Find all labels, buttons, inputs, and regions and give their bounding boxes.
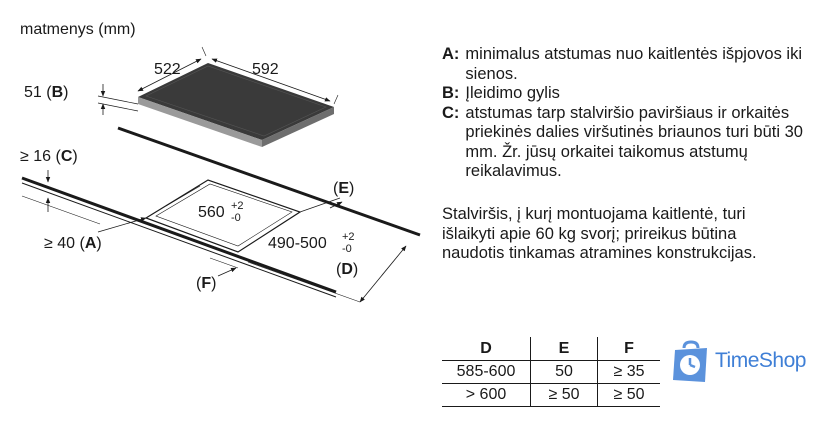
svg-text:(F): (F) [196, 275, 217, 292]
cell-f: ≥ 35 [598, 361, 661, 384]
dim-40: ≥ 40 [44, 235, 76, 252]
label-d: D [341, 261, 353, 278]
svg-text:≥ 16 (C): ≥ 16 (C) [20, 148, 78, 165]
table-row [442, 361, 660, 384]
cutout-width: 560 [198, 204, 225, 221]
dim-line-d [360, 246, 406, 302]
legend-item-a: A: minimalus atstumas nuo kaitlentės išpjovos iki sienos. [442, 45, 802, 83]
cutout-width-tol-plus: +2 [231, 200, 244, 212]
dim-592: 592 [252, 61, 279, 78]
units-label: matmenys (mm) [20, 21, 136, 38]
table-row [442, 384, 660, 407]
cell-e: ≥ 50 [531, 384, 598, 407]
label-b: B [51, 84, 64, 101]
svg-text:≥ 40 (A): ≥ 40 (A) [44, 235, 102, 252]
dim-51: 51 [24, 84, 42, 101]
header-d: D [442, 337, 531, 361]
cell-d: > 600 [442, 384, 531, 407]
watermark [665, 340, 840, 390]
load-note: Stalviršis, į kurį montuojama kaitlentė, turi išlaikyti apie 60 kg svorį; prireikus būtina naudotis tinkamas atramines konstrukcijas. [442, 205, 757, 262]
cell-e: 50 [531, 361, 598, 384]
svg-text:51 (B): 51 (B) [24, 84, 69, 101]
cell-d: 585-600 [442, 361, 531, 384]
clock-bag-icon [669, 340, 713, 386]
cutout-depth-tol-minus: -0 [342, 243, 352, 255]
svg-text:(D): (D) [336, 261, 359, 278]
header-f: F [598, 337, 661, 361]
table-header-row [442, 337, 660, 361]
dim-16: ≥ 16 [20, 148, 52, 165]
cutout-width-tol-minus: -0 [231, 212, 241, 224]
label-e: E [338, 180, 349, 197]
dim-522: 522 [154, 61, 181, 78]
cell-f: ≥ 50 [598, 384, 661, 407]
header-e: E [531, 337, 598, 361]
label-c: C [60, 148, 73, 165]
legend-item-b: B: Įleidimo gylis [442, 84, 560, 102]
svg-text:(E): (E) [333, 180, 355, 197]
legend-item-c: C: atstumas tarp stalviršio paviršiaus ir orkaitės priekinės dalies viršutinės briaunos turi būti 30 mm. Žr. jūsų orkaitei taikomus atstumų reikalavimus. [442, 103, 803, 180]
clearance-table [442, 337, 660, 407]
dim-arrow-f [218, 268, 236, 276]
cutout-depth: 490-500 [268, 235, 327, 252]
label-a: A [84, 235, 97, 252]
cutout-depth-tol-plus: +2 [342, 231, 355, 243]
label-f: F [201, 275, 212, 292]
watermark-text: TimeShop [715, 349, 806, 372]
legend [442, 45, 832, 182]
